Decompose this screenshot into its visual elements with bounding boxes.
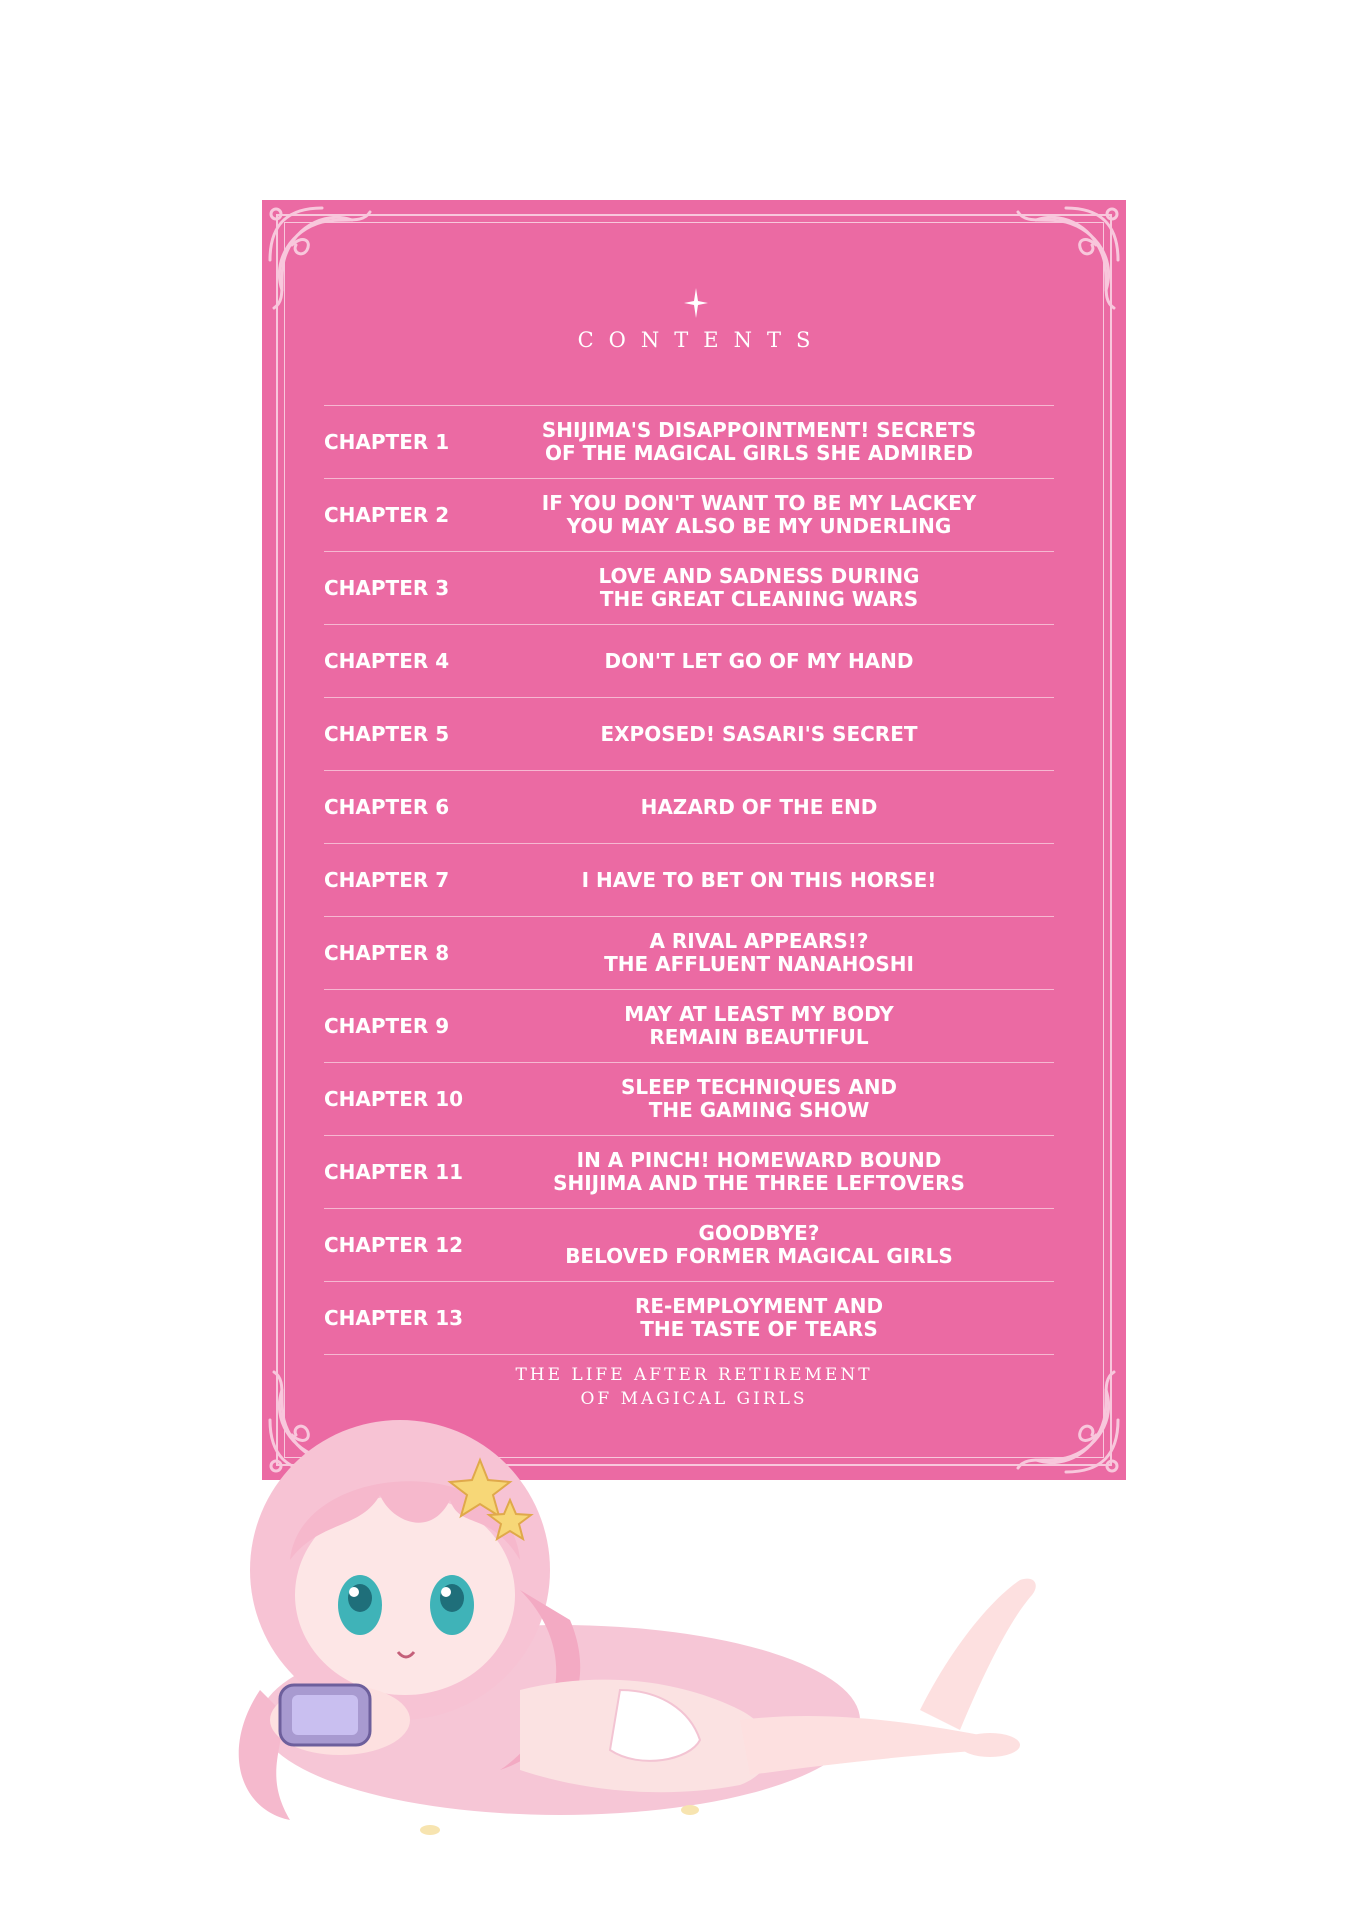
chapter-title — [484, 1076, 1054, 1122]
ornament-corner-top-left — [262, 200, 382, 320]
toc-row — [324, 844, 1054, 917]
chapter-title-line: HAZARD OF THE END — [640, 794, 878, 819]
chapter-title — [484, 419, 1054, 465]
chapter-title — [484, 796, 1054, 819]
character-illustration — [220, 1390, 1180, 1850]
chapter-label: CHAPTER 6 — [324, 795, 450, 819]
chapter-title — [484, 1295, 1054, 1341]
chapter-label: CHAPTER 5 — [324, 722, 450, 746]
chapter-title-line: THE GAMING SHOW — [648, 1098, 870, 1122]
toc-row — [324, 479, 1054, 552]
chapter-label: CHAPTER 2 — [324, 503, 450, 527]
chapter-label: CHAPTER 4 — [324, 649, 450, 673]
chapter-title-line: GOODBYE? — [698, 1221, 820, 1245]
toc-row — [324, 625, 1054, 698]
toc-row — [324, 771, 1054, 844]
contents-panel — [262, 200, 1126, 1480]
chapter-title-line: LOVE AND SADNESS DURING — [598, 564, 920, 588]
chapter-title-line: OF THE MAGICAL GIRLS SHE ADMIRED — [545, 441, 973, 465]
toc-row — [324, 990, 1054, 1063]
chapter-title-line: THE GREAT CLEANING WARS — [599, 587, 919, 611]
chapter-label: CHAPTER 1 — [324, 430, 450, 454]
chapter-label: CHAPTER 10 — [324, 1087, 464, 1111]
chapter-title — [484, 930, 1054, 976]
chapter-title-line: RE-EMPLOYMENT AND — [634, 1294, 884, 1318]
toc-row — [324, 1282, 1054, 1355]
chapter-title — [484, 1222, 1054, 1268]
toc-row — [324, 1063, 1054, 1136]
chapter-title — [484, 492, 1054, 538]
chapter-title-line: SLEEP TECHNIQUES AND — [620, 1075, 898, 1099]
toc-row — [324, 1209, 1054, 1282]
chapter-title-line: EXPOSED! SASARI'S SECRET — [600, 721, 918, 746]
chapter-title-line: SHIJIMA'S DISAPPOINTMENT! SECRETS — [541, 418, 977, 442]
chapter-title — [484, 723, 1054, 746]
chapter-title-line: DON'T LET GO OF MY HAND — [604, 648, 914, 673]
chapter-label: CHAPTER 8 — [324, 941, 450, 965]
toc-row — [324, 1136, 1054, 1209]
chapter-label: CHAPTER 12 — [324, 1233, 464, 1257]
chapter-title-line: MAY AT LEAST MY BODY — [624, 1002, 894, 1026]
chapter-title-line: A RIVAL APPEARS!? — [649, 929, 869, 953]
chapter-label: CHAPTER 13 — [324, 1306, 464, 1330]
chapter-title-line: IF YOU DON'T WANT TO BE MY LACKEY — [541, 491, 977, 515]
chapter-title-line: THE TASTE OF TEARS — [640, 1317, 878, 1341]
sparkle-icon — [684, 288, 708, 318]
chapter-title-line: YOU MAY ALSO BE MY UNDERLING — [566, 514, 952, 538]
chapter-title — [484, 869, 1054, 892]
chapter-label: CHAPTER 7 — [324, 868, 450, 892]
chapter-title — [484, 565, 1054, 611]
chapter-title-line: REMAIN BEAUTIFUL — [649, 1025, 869, 1049]
toc-row — [324, 552, 1054, 625]
chapter-title-line: I HAVE TO BET ON THIS HORSE! — [581, 867, 937, 892]
series-title-line-1: THE LIFE AFTER RETIREMENT — [515, 1365, 873, 1385]
chapter-title-line: SHIJIMA AND THE THREE LEFTOVERS — [553, 1171, 965, 1195]
chapter-label: CHAPTER 9 — [324, 1014, 450, 1038]
toc-row — [324, 406, 1054, 479]
chapter-label: CHAPTER 3 — [324, 576, 450, 600]
table-of-contents — [324, 405, 1054, 1355]
chapter-title-line: BELOVED FORMER MAGICAL GIRLS — [565, 1244, 953, 1268]
ornament-corner-top-right — [1006, 200, 1126, 320]
toc-row — [324, 917, 1054, 990]
chapter-title — [484, 1003, 1054, 1049]
chapter-title — [484, 650, 1054, 673]
chapter-title-line: IN A PINCH! HOMEWARD BOUND — [576, 1148, 942, 1172]
toc-row — [324, 698, 1054, 771]
chapter-title-line: THE AFFLUENT NANAHOSHI — [604, 952, 914, 976]
series-title-line-2: OF MAGICAL GIRLS — [580, 1389, 808, 1409]
chapter-label: CHAPTER 11 — [324, 1160, 464, 1184]
contents-heading: CONTENTS — [577, 328, 826, 352]
chapter-title — [484, 1149, 1054, 1195]
